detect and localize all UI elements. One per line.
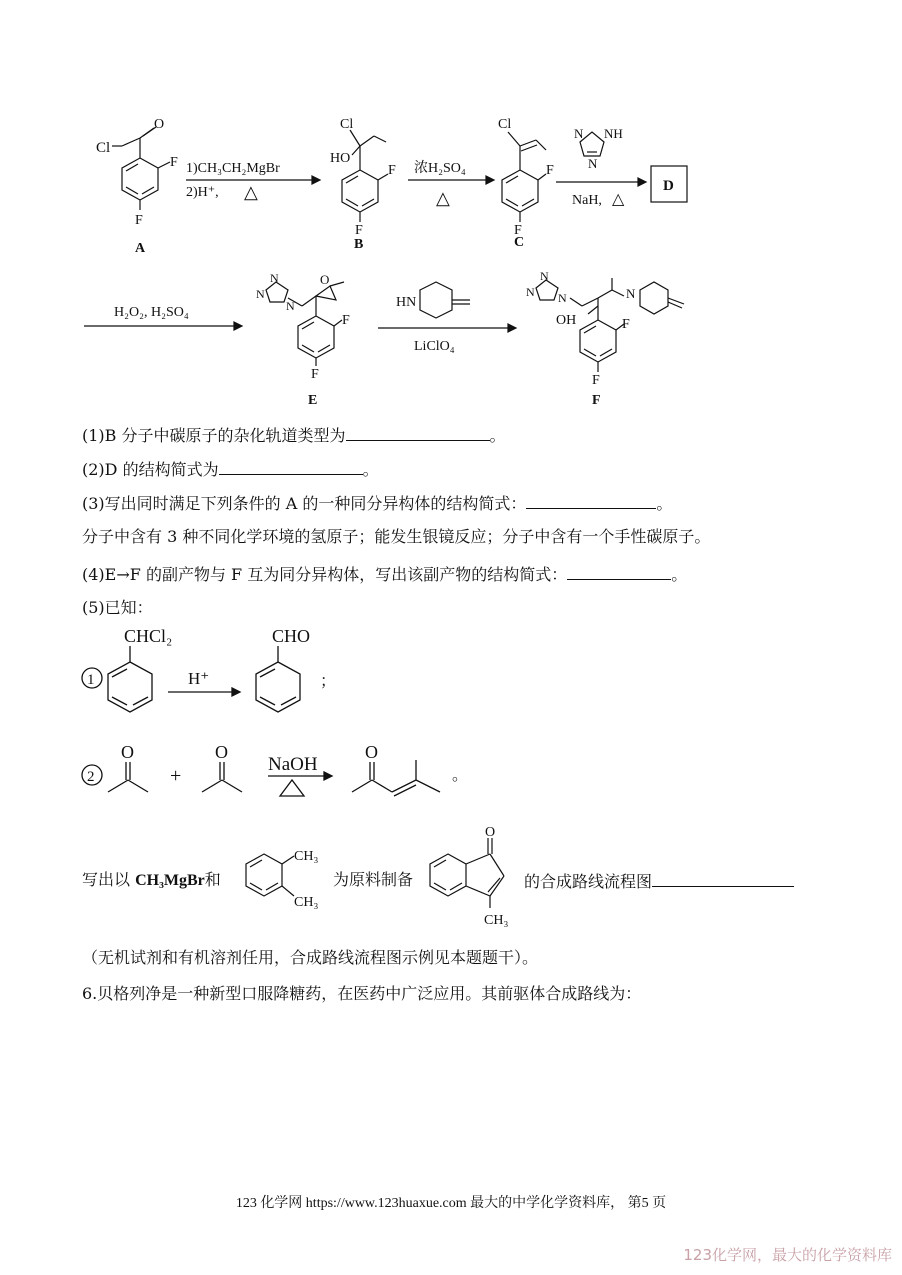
reaction2-o1: O: [121, 742, 134, 762]
step2-heat: △: [436, 188, 450, 208]
reaction2-o3: O: [365, 742, 378, 762]
question-6: [82, 984, 641, 1004]
atom-cl-C: Cl: [498, 117, 512, 132]
question-3-conditions: [82, 527, 710, 547]
known-reactions: [0, 620, 902, 830]
q3-end: 。: [656, 494, 673, 513]
atom-f-F1: F: [622, 317, 630, 332]
molecule-E: [266, 282, 344, 366]
watermark: 123化学网，最大的化学资料库: [683, 1246, 892, 1264]
ch3-bottom: CH₃: [294, 895, 319, 910]
atom-o-A: O: [154, 117, 165, 132]
synthesis-note: [82, 948, 538, 968]
step1-line1: 1)CH₃CH₂MgBr: [186, 161, 280, 176]
reaction2-plus: +: [170, 765, 182, 787]
reaction1-reactant-group: CHCl₂: [124, 626, 173, 646]
reaction2-condition: NaOH: [268, 754, 318, 775]
atom-f-B2: F: [355, 223, 363, 238]
question-1: [82, 424, 506, 446]
atom-n-E1: N: [256, 287, 265, 301]
q1-answer-blank[interactable]: [346, 424, 490, 441]
ch3-top: CH₃: [294, 849, 319, 864]
q2-text: (2)D 的结构简式为: [82, 460, 219, 479]
label-A: A: [135, 241, 146, 256]
synthesis-prefix: [82, 870, 221, 891]
step5-reagent: LiClO₄: [414, 339, 455, 354]
question-4: [82, 563, 687, 585]
reaction1-condition: H⁺: [188, 669, 210, 688]
atom-cl-A: Cl: [96, 140, 111, 156]
triazole-reagent: [580, 132, 604, 156]
synthesis-note-text: （无机试剂和有机溶剂任用，合成路线流程图示例见本题题干）。: [82, 948, 539, 967]
synthesis-middle: [333, 870, 413, 890]
synthesis-suffix: [524, 870, 794, 892]
label-F: F: [592, 393, 601, 408]
q5-text: (5)已知：: [82, 598, 153, 617]
reaction2-o2: O: [215, 742, 228, 762]
atom-n-F3: N: [558, 291, 567, 305]
step3-base: NaH,: [572, 193, 602, 208]
atom-f-A2: F: [135, 213, 143, 228]
atom-f-A1: F: [170, 155, 178, 170]
o-xylene-structure: [236, 842, 336, 922]
q4-end: 。: [671, 565, 688, 584]
atom-hn-piperidine: HN: [396, 295, 417, 310]
atom-f-C1: F: [546, 163, 554, 178]
q1-text: (1)B 分子中碳原子的杂化轨道类型为: [82, 426, 346, 445]
step1-line2: 2)H⁺,: [186, 185, 219, 200]
question-5: [82, 598, 153, 618]
question-2: [82, 458, 379, 480]
atom-f-E2: F: [311, 367, 319, 382]
q3-answer-blank[interactable]: [526, 492, 656, 509]
atom-f-E1: F: [342, 313, 350, 328]
atom-ho-B: HO: [330, 151, 351, 166]
label-E: E: [308, 393, 318, 408]
q1-end: 。: [489, 426, 506, 445]
synthesis-middle-text: 为原料制备: [333, 870, 414, 889]
atom-n-E2: N: [270, 271, 279, 285]
reaction2-end: 。: [452, 767, 469, 784]
q2-answer-blank[interactable]: [219, 458, 363, 475]
reaction-scheme: [0, 0, 902, 420]
atom-o-E: O: [320, 272, 330, 287]
step2-acid: 浓H₂SO₄: [414, 161, 466, 176]
piperidine-reagent: [420, 282, 470, 318]
step3-heat: △: [612, 191, 625, 208]
molecule-A: [112, 127, 170, 210]
molecule-C: [502, 132, 546, 222]
atom-oh-F: OH: [556, 313, 577, 328]
atom-f-B1: F: [388, 163, 396, 178]
synthesis-suffix-text: 的合成路线流程图: [524, 872, 653, 891]
atom-nh-triazole: NH: [604, 126, 623, 141]
atom-f-F2: F: [592, 373, 600, 388]
atom-n-F4: N: [626, 286, 636, 301]
label-D: D: [663, 178, 674, 194]
question-3: [82, 492, 672, 514]
molecule-B: [342, 130, 388, 222]
atom-n-E3: N: [286, 299, 295, 313]
synthesis-and: 和: [204, 870, 221, 889]
atom-n-triazole1: N: [574, 126, 584, 141]
synthesis-prefix-text: 写出以: [82, 870, 131, 889]
indenone-ch3: CH₃: [484, 913, 509, 928]
q2-end: 。: [362, 460, 379, 479]
reaction2-number: 2: [87, 769, 95, 785]
reaction1-product-group: CHO: [272, 626, 311, 646]
reaction1-end: ；: [320, 673, 337, 690]
atom-f-C2: F: [514, 223, 522, 238]
q4-answer-blank[interactable]: [567, 563, 671, 580]
label-B: B: [354, 237, 364, 252]
reaction1-number: 1: [87, 672, 95, 688]
q6-text: 6.贝格列净是一种新型口服降糖药，在医药中广泛应用。其前驱体合成路线为：: [82, 984, 642, 1003]
q3-conditions-text: 分子中含有 3 种不同化学环境的氢原子；能发生银镜反应；分子中含有一个手性碳原子。: [82, 527, 711, 546]
page-footer: 123 化学网 https://www.123huaxue.com 最大的中学化学资料库， 第5 页: [235, 1196, 667, 1211]
q3-text: (3)写出同时满足下列条件的 A 的一种同分异构体的结构简式：: [82, 494, 527, 513]
atom-cl-B: Cl: [340, 117, 354, 132]
label-C: C: [514, 235, 525, 250]
atom-n-triazole2: N: [588, 156, 598, 171]
indenone-structure: [424, 822, 524, 932]
atom-n-F2: N: [540, 269, 549, 283]
synthesis-reagent: CH₃MgBr: [135, 872, 205, 889]
step4-reagents: H₂O₂, H₂SO₄: [114, 305, 189, 320]
synthesis-answer-blank[interactable]: [652, 870, 794, 887]
step1-heat: △: [244, 182, 258, 202]
indenone-o: O: [485, 825, 496, 840]
atom-n-F1: N: [526, 285, 535, 299]
q4-text: (4)E→F 的副产物与 F 互为同分异构体，写出该副产物的结构简式：: [82, 565, 568, 584]
